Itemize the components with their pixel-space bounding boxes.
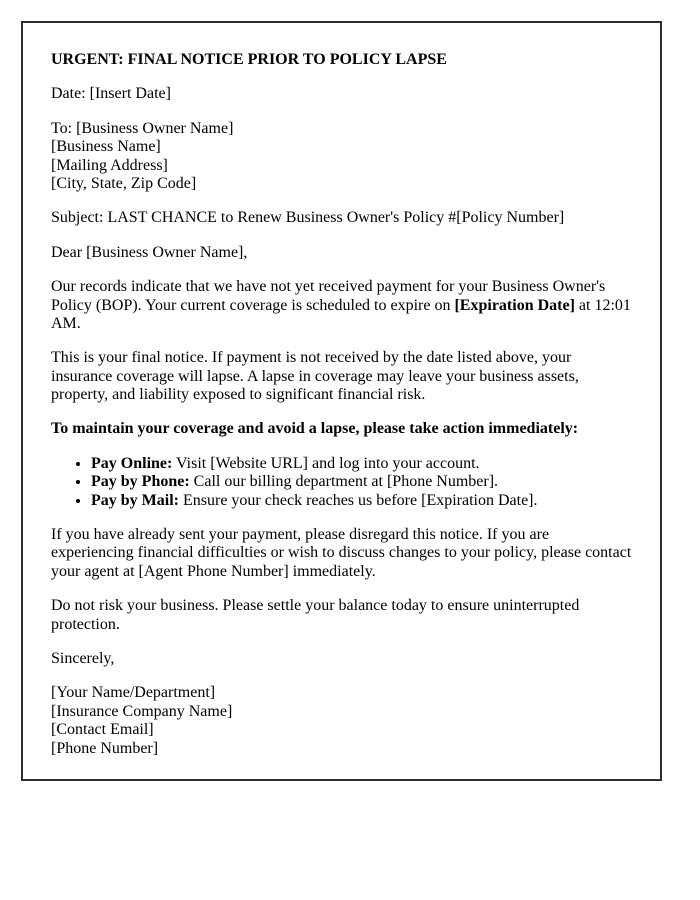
recipient-line: [Business Name] — [51, 138, 161, 156]
signature-line: [Contact Email] — [51, 721, 154, 739]
date-line: Date: [Insert Date] — [51, 85, 171, 103]
signature-block — [51, 684, 632, 758]
expiration-date-placeholder: [Expiration Date] — [454, 296, 575, 314]
paragraph-records-text: Our records indicate that we have not yet received payment for your Business Owner's Policy (BOP). Your current coverage is scheduled to expire on — [51, 278, 606, 314]
signature-line: [Insurance Company Name] — [51, 702, 233, 720]
letter-title: URGENT: FINAL NOTICE PRIOR TO POLICY LAPSE — [51, 51, 447, 68]
list-item-pay-online — [91, 455, 632, 473]
subject-line: Subject: LAST CHANCE to Renew Business Owner's Policy #[Policy Number] — [51, 209, 565, 227]
paragraph-do-not-risk: Do not risk your business. Please settle your balance today to ensure uninterrupted protection. — [51, 597, 580, 633]
recipient-line: [Mailing Address] — [51, 156, 168, 174]
pay-phone-label: Pay by Phone: — [91, 473, 190, 491]
paragraph-records-tail: at 12:01 AM. — [51, 296, 631, 332]
pay-mail-label: Pay by Mail: — [91, 491, 179, 509]
closing: Sincerely, — [51, 649, 115, 667]
paragraph-disregard: If you have already sent your payment, please disregard this notice. If you are experiencing financial difficulties or wish to discuss changes to your policy, please contact your agent at [Agent Phone Number] immediately. — [51, 526, 632, 580]
payment-options-list — [51, 455, 632, 510]
pay-online-label: Pay Online: — [91, 454, 173, 472]
recipient-line: To: [Business Owner Name] — [51, 119, 234, 137]
signature-line: [Phone Number] — [51, 739, 159, 757]
pay-mail-text: Ensure your check reaches us before [Expiration Date]. — [179, 491, 538, 509]
list-item-pay-mail — [91, 492, 632, 510]
recipient-block — [51, 120, 632, 194]
recipient-line: [City, State, Zip Code] — [51, 174, 197, 192]
pay-phone-text: Call our billing department at [Phone Number]. — [189, 473, 499, 491]
list-item-pay-phone — [91, 473, 632, 491]
signature-line: [Your Name/Department] — [51, 684, 216, 702]
salutation: Dear [Business Owner Name], — [51, 243, 248, 261]
letter-container — [21, 21, 662, 781]
paragraph-records — [51, 278, 632, 333]
action-heading: To maintain your coverage and avoid a lapse, please take action immediately: — [51, 420, 579, 438]
paragraph-final-notice: This is your final notice. If payment is not received by the date listed above, your insurance coverage will lapse. A lapse in coverage may leave your business assets, property, and liability exposed to significant financial risk. — [51, 349, 579, 404]
pay-online-text: Visit [Website URL] and log into your account. — [172, 454, 480, 472]
